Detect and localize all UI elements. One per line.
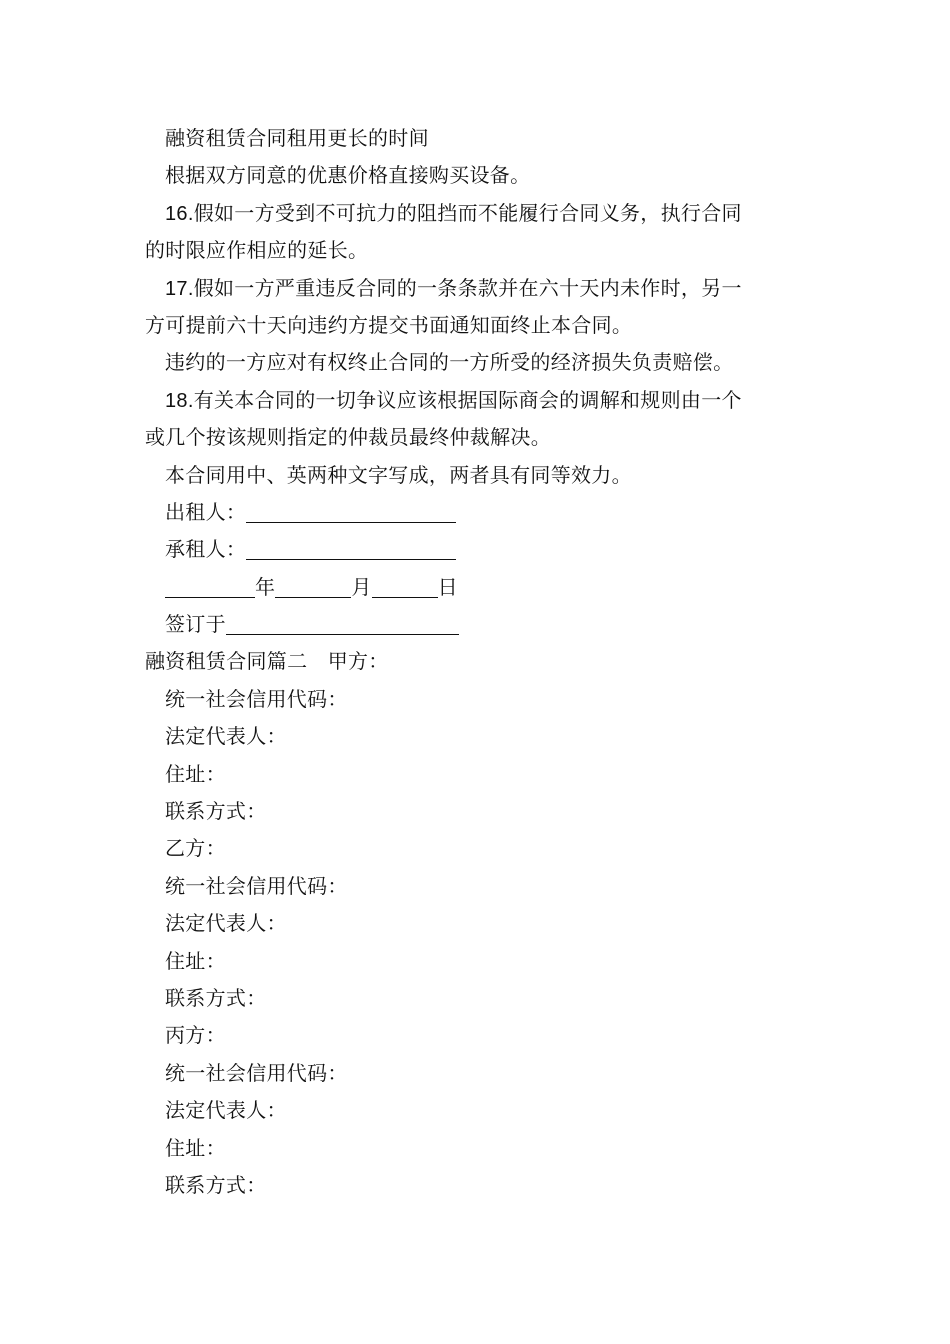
year-label: 年 xyxy=(255,574,276,599)
party-b-legal-rep xyxy=(145,905,807,942)
party-a-address xyxy=(145,756,807,793)
field-label: 统一社会信用代码： xyxy=(165,873,348,898)
clause-17-line-2 xyxy=(145,307,807,344)
party-c-address xyxy=(145,1130,807,1167)
clause-17-line-1 xyxy=(145,270,807,307)
party-a-legal-rep xyxy=(145,718,807,755)
field-label: 住址： xyxy=(165,761,226,786)
clause-18-line-2 xyxy=(145,419,807,456)
clause-16-line-2 xyxy=(145,232,807,269)
field-label: 住址： xyxy=(165,1135,226,1160)
field-label: 联系方式： xyxy=(165,985,267,1010)
clause-text: 的时限应作相应的延长。 xyxy=(145,238,369,263)
party-b-credit-code xyxy=(145,868,807,905)
field-label: 统一社会信用代码： xyxy=(165,686,348,711)
paragraph-text: 融资租赁合同租用更长的时间 xyxy=(165,126,429,150)
lessee-label: 承租人： xyxy=(165,537,247,562)
party-a-contact xyxy=(145,793,807,830)
party-c-credit-code xyxy=(145,1055,807,1092)
party-b-contact xyxy=(145,980,807,1017)
field-label: 住址： xyxy=(165,948,226,973)
document-page xyxy=(145,120,807,1204)
field-label: 法定代表人： xyxy=(165,911,287,936)
clause-number: 17. xyxy=(165,277,194,300)
clause-text: 假如一方严重违反合同的一条条款并在六十天内未作时，另一 xyxy=(193,275,742,300)
field-label: 法定代表人： xyxy=(165,724,287,749)
paragraph-text: 违约的一方应对有权终止合同的一方所受的经济损失负责赔偿。 xyxy=(165,350,734,375)
field-label: 联系方式： xyxy=(165,799,267,824)
clause-18-line-1 xyxy=(145,382,807,419)
paragraph-text: 本合同用中、英两种文字写成，两者具有同等效力。 xyxy=(165,462,632,487)
paragraph-lease-term xyxy=(145,120,807,157)
clause-16-line-1 xyxy=(145,195,807,232)
paragraph-compensation xyxy=(145,344,807,381)
clause-number: 18. xyxy=(165,389,194,412)
signed-at-blank xyxy=(226,610,459,635)
party-label: 乙方： xyxy=(165,836,226,861)
signed-at-label: 签订于 xyxy=(165,612,226,637)
clause-text: 或几个按该规则指定的仲裁员最终仲裁解决。 xyxy=(145,425,551,450)
section-2-heading xyxy=(145,643,807,680)
year-blank xyxy=(165,573,255,598)
month-blank xyxy=(275,573,351,598)
date-line xyxy=(145,569,807,606)
lessee-blank xyxy=(246,535,456,560)
lessor-label: 出租人： xyxy=(165,499,247,524)
clause-text: 有关本合同的一切争议应该根据国际商会的调解和规则由一个 xyxy=(193,387,742,412)
lessor-signature-line xyxy=(145,494,807,531)
party-label: 丙方： xyxy=(165,1023,226,1048)
paragraph-purchase-option xyxy=(145,157,807,194)
paragraph-text: 根据双方同意的优惠价格直接购买设备。 xyxy=(165,163,531,188)
party-b-heading xyxy=(145,830,807,867)
party-b-address xyxy=(145,943,807,980)
signed-at-line xyxy=(145,606,807,643)
clause-text: 假如一方受到不可抗力的阻挡而不能履行合同义务，执行合同 xyxy=(193,200,742,225)
day-label: 日 xyxy=(437,574,458,599)
month-label: 月 xyxy=(351,574,372,599)
lessee-signature-line xyxy=(145,531,807,568)
field-label: 统一社会信用代码： xyxy=(165,1060,348,1085)
party-c-contact xyxy=(145,1167,807,1204)
section-heading-text: 融资租赁合同篇二 甲方： xyxy=(145,649,389,674)
party-c-heading xyxy=(145,1017,807,1054)
party-a-credit-code xyxy=(145,681,807,718)
clause-number: 16. xyxy=(165,202,194,225)
lessor-blank xyxy=(246,498,456,523)
clause-text: 方可提前六十天向违约方提交书面通知面终止本合同。 xyxy=(145,312,633,337)
day-blank xyxy=(372,573,438,598)
field-label: 法定代表人： xyxy=(165,1098,287,1123)
party-c-legal-rep xyxy=(145,1092,807,1129)
paragraph-languages xyxy=(145,457,807,494)
field-label: 联系方式： xyxy=(165,1172,267,1197)
